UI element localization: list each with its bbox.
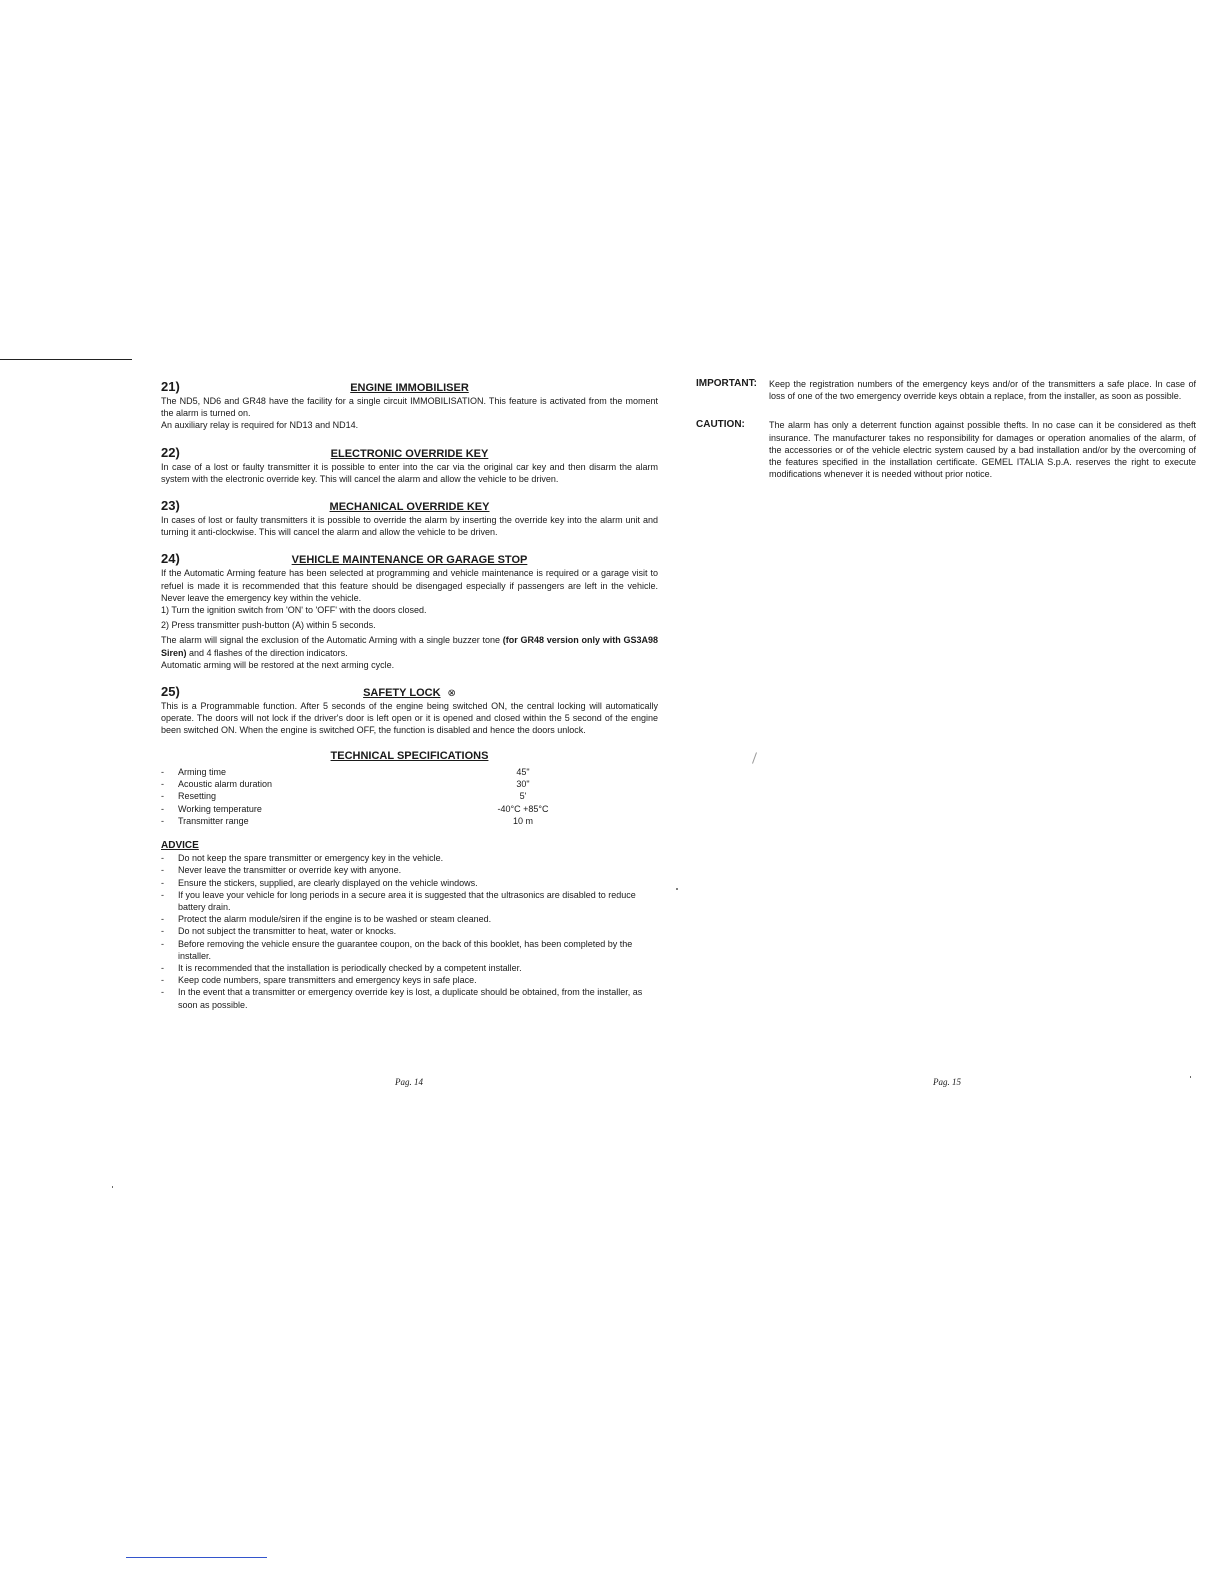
advice-list — [161, 852, 658, 1011]
page-number-left: Pag. 14 — [395, 1077, 423, 1087]
section-electronic-override-key — [161, 444, 658, 485]
section-heading — [161, 683, 658, 700]
spec-value: -40°C +85°C — [497, 803, 549, 814]
advice-section — [161, 839, 658, 1011]
section-vehicle-maintenance — [161, 550, 658, 671]
advice-text: Do not keep the spare transmitter or emergency key in the vehicle. — [178, 853, 444, 864]
section-number: 25) — [161, 684, 180, 700]
scan-speck — [752, 752, 757, 764]
caution-note — [696, 419, 1196, 480]
paragraph: In cases of lost or faulty transmitters it is possible to override the alarm by inserting the override key into the alarm unit and turning it anti-clockwise. This will cancel the alarm and allow the vehicle to be driven. — [161, 515, 658, 538]
advice-bullet: - — [161, 877, 164, 888]
signal-bold-text: (for GR48 version only with GS3A98 Siren) — [161, 635, 658, 658]
section-number: 22) — [161, 444, 180, 460]
advice-text: Do not subject the transmitter to heat, water or knocks. — [178, 926, 397, 937]
section-title: SAFETY LOCK — [363, 687, 441, 700]
spec-value: 30" — [516, 778, 530, 789]
advice-item — [161, 938, 658, 962]
spec-bullet: - — [161, 803, 164, 814]
left-page — [161, 378, 658, 1011]
advice-bullet: - — [161, 889, 164, 900]
spec-bullet: - — [161, 791, 164, 802]
advice-text: Before removing the vehicle ensure the guarantee coupon, on the back of this booklet, has been completed by the installer. — [178, 938, 633, 961]
advice-item — [161, 877, 658, 889]
advice-item — [161, 986, 658, 1010]
paragraph: If the Automatic Arming feature has been selected at programming and vehicle maintenance is required or a garage visit to refuel is made it is recommended that this feature should be disengaged especially if passengers are left in the vehicle. Never leave the emergency key within the vehicle. — [161, 568, 658, 603]
spec-row — [161, 790, 658, 802]
section-heading — [161, 444, 658, 461]
paragraph: An auxiliary relay is required for ND13 and ND14. — [161, 420, 359, 431]
spec-label: Arming time — [178, 766, 227, 777]
advice-text: Never leave the transmitter or override key with anyone. — [178, 865, 402, 876]
section-heading — [161, 378, 658, 395]
section-title: MECHANICAL OVERRIDE KEY — [329, 501, 490, 514]
step-1: 1) Turn the ignition switch from 'ON' to 'OFF' with the doors closed. — [161, 605, 427, 616]
advice-item — [161, 889, 658, 913]
advice-item — [161, 962, 658, 974]
advice-text: It is recommended that the installation is periodically checked by a competent installer. — [178, 962, 522, 973]
section-title: ENGINE IMMOBILISER — [350, 382, 469, 394]
section-number: 21) — [161, 379, 180, 394]
advice-item — [161, 852, 658, 864]
section-title-wrap — [161, 686, 658, 701]
section-heading — [161, 497, 658, 514]
advice-item — [161, 925, 658, 937]
spec-value: 10 m — [512, 815, 533, 826]
spec-row — [161, 815, 658, 827]
advice-bullet: - — [161, 926, 164, 937]
advice-item — [161, 864, 658, 876]
important-label: IMPORTANT: — [696, 378, 757, 389]
scan-edge-line — [0, 359, 132, 360]
scan-speck — [676, 888, 678, 890]
spec-bullet: - — [161, 815, 164, 826]
spec-row — [161, 778, 658, 790]
advice-text: Protect the alarm module/siren if the engine is to be washed or steam cleaned. — [178, 914, 492, 925]
advice-title: ADVICE — [161, 840, 199, 852]
scan-speck — [112, 1186, 113, 1188]
step-2: 2) Press transmitter push-button (A) within 5 seconds. — [161, 620, 376, 631]
spec-label: Transmitter range — [178, 815, 249, 826]
signal-text: The alarm will signal the exclusion of the Automatic Arming with a single buzzer tone — [161, 635, 503, 646]
paragraph: This is a Programmable function. After 5 seconds of the engine being switched ON, the central locking will automatically operate. The doors will not lock if the driver's door is left open or it is opened and closed within the 5 second of the engine been switched ON. When the engine is switched OFF, the function is disabled and hence the doors unlock. — [161, 701, 658, 736]
signal-text-end: and 4 flashes of the direction indicators. — [186, 647, 348, 658]
spec-value: 5' — [519, 791, 527, 802]
important-note — [696, 378, 1196, 402]
advice-bullet: - — [161, 987, 164, 998]
advice-text: Ensure the stickers, supplied, are clearly displayed on the vehicle windows. — [178, 877, 478, 888]
section-number: 23) — [161, 498, 180, 514]
paragraph-signal — [161, 634, 658, 658]
safety-lock-icon: ⊗ — [447, 688, 456, 700]
paragraph: Automatic arming will be restored at the next arming cycle. — [161, 659, 395, 670]
section-title: VEHICLE MAINTENANCE OR GARAGE STOP — [291, 554, 528, 567]
spec-bullet: - — [161, 778, 164, 789]
scan-speck — [1190, 1076, 1191, 1078]
spec-label: Working temperature — [178, 803, 262, 814]
caution-label: CAUTION: — [696, 419, 745, 431]
spec-value: 45" — [516, 766, 530, 777]
technical-specifications — [161, 749, 658, 827]
spec-bullet: - — [161, 766, 164, 777]
advice-text: If you leave your vehicle for long periods in a secure area it is suggested that the ultrasonics are disabled to reduce battery drain. — [178, 889, 636, 912]
spec-label: Acoustic alarm duration — [178, 778, 273, 789]
advice-bullet: - — [161, 938, 164, 949]
advice-text: In the event that a transmitter or emergency override key is lost, a duplicate should be obtained, from the installer, as soon as possible. — [178, 987, 643, 1010]
right-page — [696, 378, 1196, 493]
section-number: 24) — [161, 551, 180, 567]
advice-item — [161, 974, 658, 986]
advice-bullet: - — [161, 975, 164, 986]
page-number-right: Pag. 15 — [933, 1077, 961, 1087]
section-title: ELECTRONIC OVERRIDE KEY — [330, 447, 489, 460]
advice-bullet: - — [161, 853, 164, 864]
spec-row — [161, 803, 658, 815]
section-safety-lock — [161, 683, 658, 737]
advice-item — [161, 913, 658, 925]
advice-bullet: - — [161, 962, 164, 973]
scan-edge-line-bottom — [126, 1557, 267, 1558]
advice-text: Keep code numbers, spare transmitters and emergency keys in safe place. — [178, 975, 477, 986]
section-mechanical-override-key — [161, 497, 658, 538]
caution-text: The alarm has only a deterrent function against possible thefts. In no case can it be considered as theft insurance. The manufacturer takes no responsibility for damages or operation anomalies of the alarm, of the accessories or of the vehicle electric system caused by a bad installation and/or by the overcoming of the features specified in the installation certificate. GEMEL ITALIA S.p.A. reserves the right to execute modifications whenever it is needed without prior notice. — [769, 420, 1196, 480]
section-heading — [161, 550, 658, 567]
paragraph: The ND5, ND6 and GR48 have the facility for a single circuit IMMOBILISATION. This feature is activated from the moment the alarm is turned on. — [161, 396, 658, 419]
advice-bullet: - — [161, 865, 164, 876]
tech-specs-list — [161, 766, 658, 827]
important-text: Keep the registration numbers of the emergency keys and/or of the transmitters a safe place. In case of loss of one of the two emergency override keys obtain a replace, from the installer, as soon as possible. — [769, 379, 1196, 402]
advice-bullet: - — [161, 914, 164, 925]
paragraph: In case of a lost or faulty transmitter it is possible to enter into the car via the original car key and then disarm the alarm system with the electronic override key. This will cancel the alarm and allow the vehicle to be driven. — [161, 461, 658, 484]
spec-row — [161, 766, 658, 778]
tech-specs-title: TECHNICAL SPECIFICATIONS — [330, 749, 489, 762]
spec-label: Resetting — [178, 791, 217, 802]
section-engine-immobiliser — [161, 378, 658, 432]
